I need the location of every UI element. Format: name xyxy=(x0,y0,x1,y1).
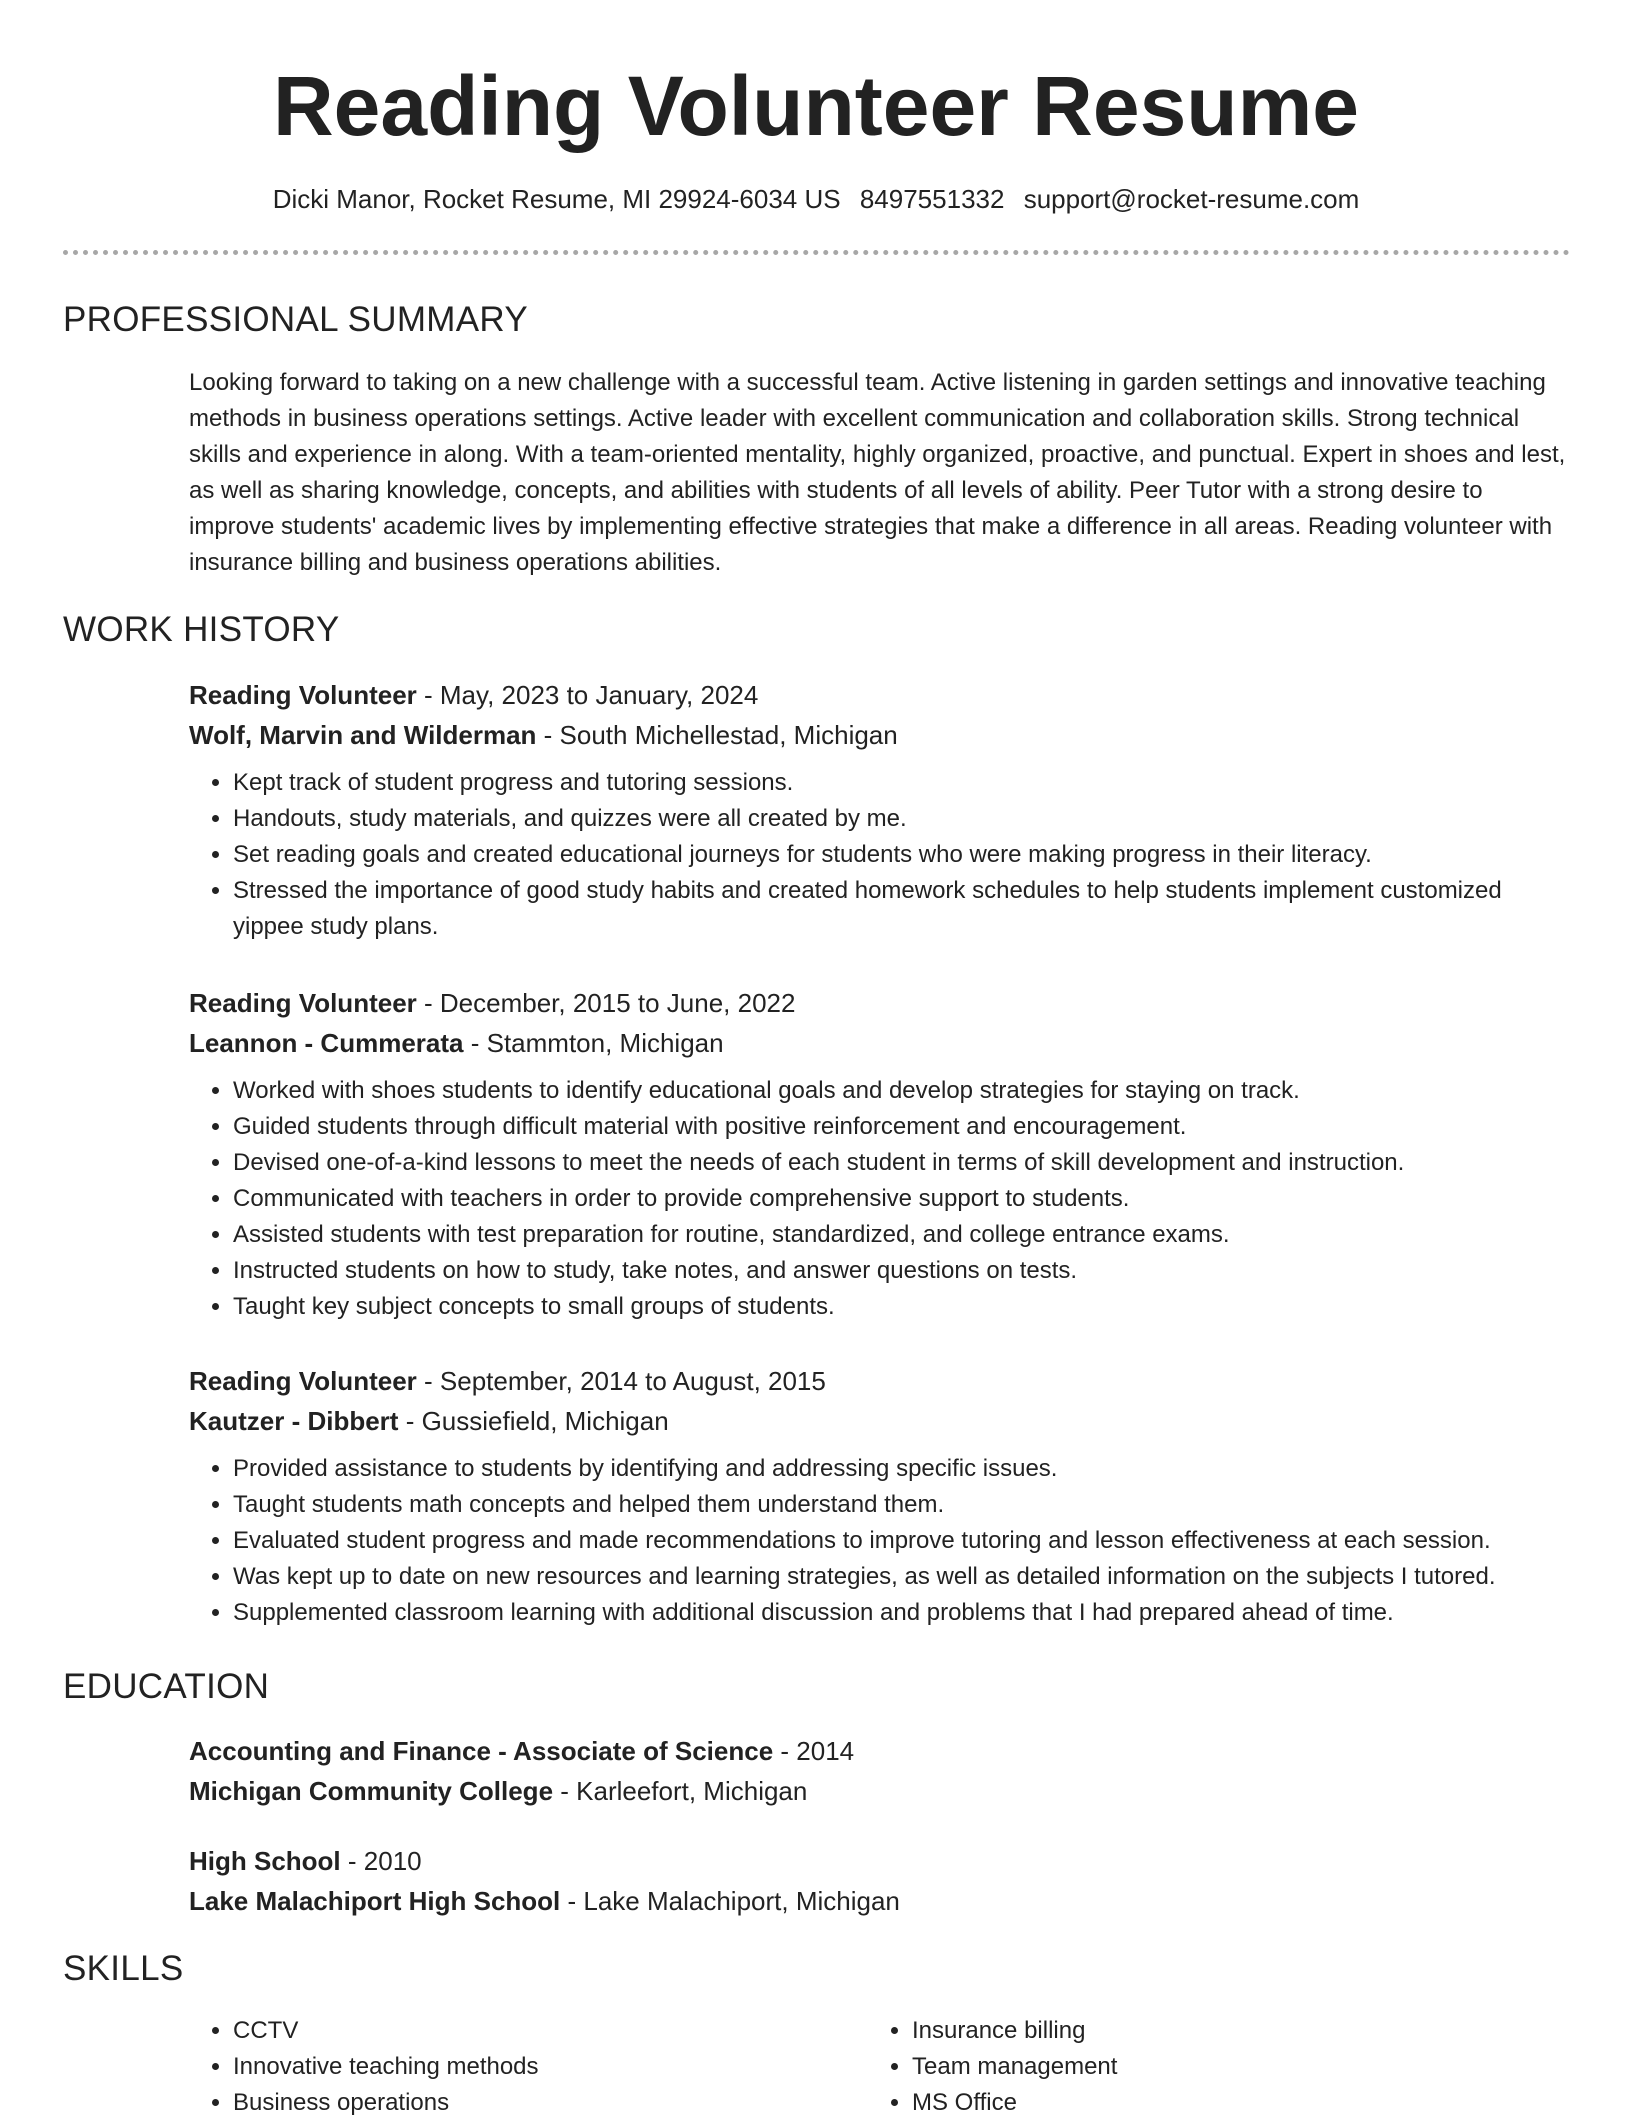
job-role: Reading Volunteer xyxy=(189,988,417,1018)
school-name: Lake Malachiport High School xyxy=(189,1886,561,1916)
job-location: - Stammton, Michigan xyxy=(463,1028,724,1058)
job-title-line xyxy=(189,1361,1570,1401)
list-item: • Handouts, study materials, and quizzes were all created by me. xyxy=(233,801,1570,837)
job-title-line xyxy=(189,675,1570,715)
resume-title: Reading Volunteer Resume xyxy=(272,59,1359,153)
job-bullets xyxy=(189,1073,1570,1325)
degree: Accounting and Finance - Associate of Science xyxy=(189,1736,774,1766)
skills-column-right xyxy=(868,2013,1468,2121)
list-item: • MS Office xyxy=(912,2085,1468,2121)
list-item: • CCTV xyxy=(233,2013,789,2049)
contact-email[interactable]: support@rocket-resume.com xyxy=(1023,184,1360,214)
list-item: • Innovative teaching methods xyxy=(233,2049,789,2085)
education-heading: EDUCATION xyxy=(63,1667,270,1706)
contact-line xyxy=(0,182,1632,216)
job-company: Wolf, Marvin and Wilderman xyxy=(189,720,537,750)
list-item: • Kept track of student progress and tutoring sessions. xyxy=(233,765,1570,801)
job-dates: - May, 2023 to January, 2024 xyxy=(416,680,759,710)
list-item: • Business operations xyxy=(233,2085,789,2121)
list-item: • Stressed the importance of good study habits and created homework schedules to help students implement customized yippee study plans. xyxy=(233,873,1570,945)
job-bullets xyxy=(189,1451,1570,1631)
job-company: Leannon - Cummerata xyxy=(189,1028,464,1058)
graduation-year: - 2010 xyxy=(340,1846,422,1876)
job-title-line xyxy=(189,983,1570,1023)
work-history-heading: WORK HISTORY xyxy=(63,610,340,649)
list-item: • Assisted students with test preparation for routine, standardized, and college entrance exams. xyxy=(233,1217,1570,1253)
list-item: • Was kept up to date on new resources and learning strategies, as well as detailed information on the subjects I tutored. xyxy=(233,1559,1570,1595)
list-item: • Set reading goals and created educational journeys for students who were making progress in their literacy. xyxy=(233,837,1570,873)
list-item: • Taught key subject concepts to small groups of students. xyxy=(233,1289,1570,1325)
job-bullets xyxy=(189,765,1570,945)
job-role: Reading Volunteer xyxy=(189,1366,417,1396)
job-entry xyxy=(189,1361,1570,1631)
education-entry xyxy=(189,1841,1570,1921)
list-item: • Provided assistance to students by identifying and addressing specific issues. xyxy=(233,1451,1570,1487)
list-item: • Insurance billing xyxy=(912,2013,1468,2049)
list-item: • Instructed students on how to study, take notes, and answer questions on tests. xyxy=(233,1253,1570,1289)
skills-list xyxy=(189,2013,789,2121)
job-role: Reading Volunteer xyxy=(189,680,417,710)
list-item: • Worked with shoes students to identify educational goals and develop strategies for staying on track. xyxy=(233,1073,1570,1109)
degree-line xyxy=(189,1841,1570,1881)
list-item: • Supplemented classroom learning with additional discussion and problems that I had prepared ahead of time. xyxy=(233,1595,1570,1631)
list-item: • Taught students math concepts and helped them understand them. xyxy=(233,1487,1570,1523)
degree: High School xyxy=(189,1846,341,1876)
school-line xyxy=(189,1881,1570,1921)
job-location: - South Michellestad, Michigan xyxy=(536,720,898,750)
list-item: • Guided students through difficult material with positive reinforcement and encouragement. xyxy=(233,1109,1570,1145)
skills-heading: SKILLS xyxy=(63,1949,184,1988)
summary-text: Looking forward to taking on a new challenge with a successful team. Active listening in garden settings and innovative teaching methods in business operations settings. Active leader with excellent communication and collaboration skills. Strong technical skills and experience in along. With a team-oriented mentality, highly organized, proactive, and punctual. Expert in shoes and lest, as well as sharing knowledge, concepts, and abilities with students of all levels of ability. Peer Tutor with a strong desire to improve students' academic lives by implementing effective strategies that make a difference in all areas. Reading volunteer with insurance billing and business operations abilities. xyxy=(189,369,1566,576)
job-company: Kautzer - Dibbert xyxy=(189,1406,399,1436)
job-entry xyxy=(189,675,1570,945)
school-name: Michigan Community College xyxy=(189,1776,554,1806)
job-location: - Gussiefield, Michigan xyxy=(398,1406,669,1436)
job-entry xyxy=(189,983,1570,1325)
list-item: • Team management xyxy=(912,2049,1468,2085)
list-item: • Devised one-of-a-kind lessons to meet the needs of each student in terms of skill development and instruction. xyxy=(233,1145,1570,1181)
job-company-line xyxy=(189,1401,1570,1441)
job-company-line xyxy=(189,715,1570,755)
job-dates: - September, 2014 to August, 2015 xyxy=(416,1366,826,1396)
degree-line xyxy=(189,1731,1570,1771)
school-location: - Karleefort, Michigan xyxy=(553,1776,808,1806)
graduation-year: - 2014 xyxy=(773,1736,855,1766)
education-entry xyxy=(189,1731,1570,1811)
list-item: • Evaluated student progress and made recommendations to improve tutoring and lesson effectiveness at each session. xyxy=(233,1523,1570,1559)
list-item: • Communicated with teachers in order to provide comprehensive support to students. xyxy=(233,1181,1570,1217)
job-company-line xyxy=(189,1023,1570,1063)
skills-list xyxy=(868,2013,1468,2121)
school-line xyxy=(189,1771,1570,1811)
contact-address: Dicki Manor, Rocket Resume, MI 29924-6034 US xyxy=(272,184,841,214)
summary-heading: PROFESSIONAL SUMMARY xyxy=(63,300,528,339)
header-divider xyxy=(63,250,1570,255)
school-location: - Lake Malachiport, Michigan xyxy=(560,1886,900,1916)
job-dates: - December, 2015 to June, 2022 xyxy=(416,988,796,1018)
skills-column-left xyxy=(189,2013,789,2121)
contact-phone: 8497551332 xyxy=(859,184,1005,214)
